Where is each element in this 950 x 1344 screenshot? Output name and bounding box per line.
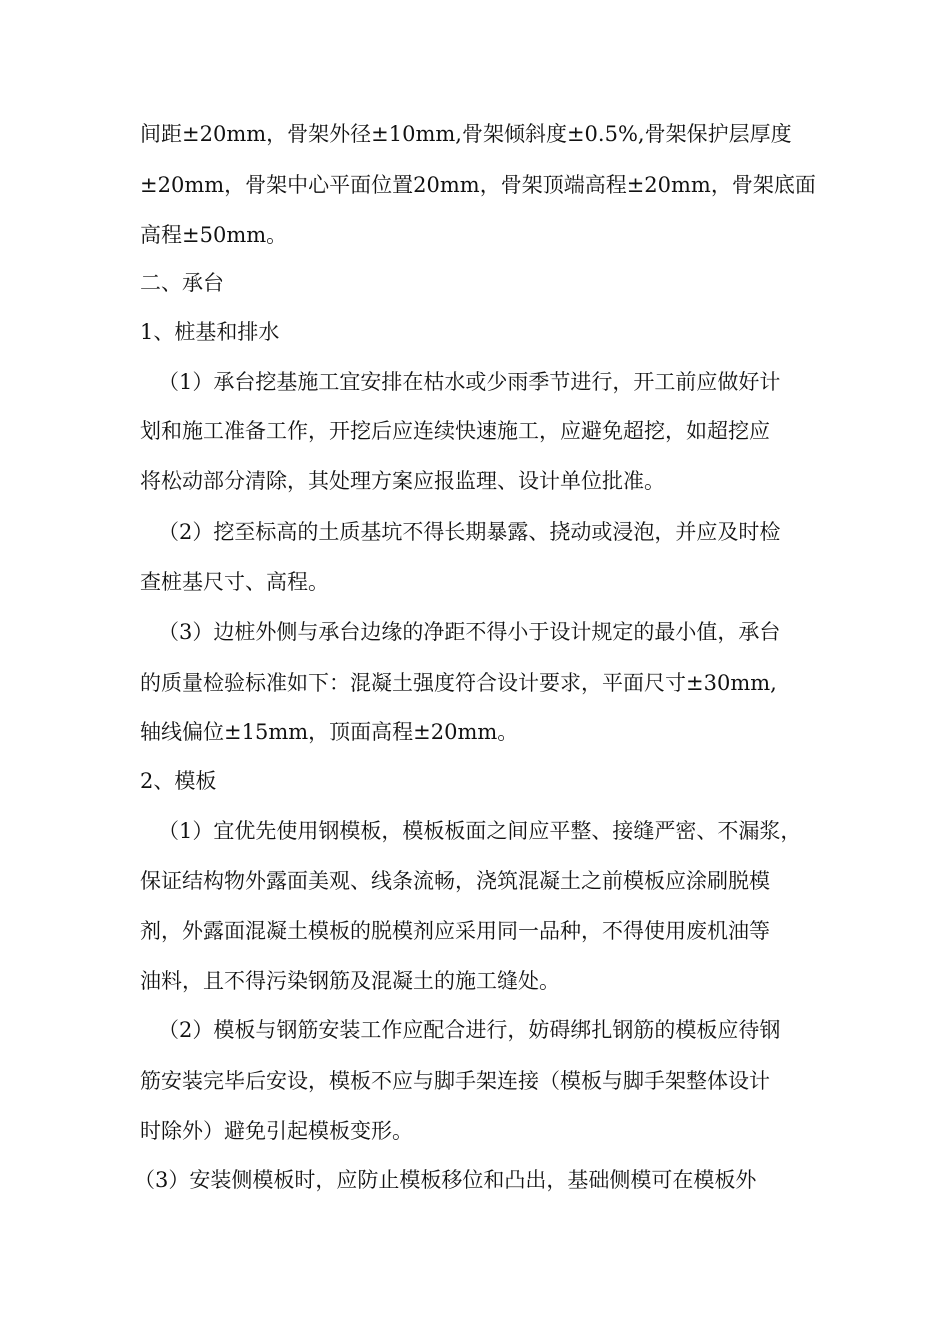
text-line: 时除外）避免引起模板变形。: [140, 1119, 413, 1143]
text-line: （3）安装侧模板时，应防止模板移位和凸出，基础侧模可在模板外: [134, 1168, 757, 1192]
text-line: （2）挖至标高的土质基坑不得长期暴露、挠动或浸泡，并应及时检: [158, 520, 781, 544]
text-line: （1）宜优先使用钢模板，模板板面之间应平整、接缝严密、不漏浆，: [158, 819, 802, 843]
text-line: 油料，且不得污染钢筋及混凝土的施工缝处。: [140, 969, 560, 993]
text-line: 筋安装完毕后安设，模板不应与脚手架连接（模板与脚手架整体设计: [140, 1069, 770, 1093]
text-line: 高程±50mm。: [140, 223, 288, 247]
text-line: 剂，外露面混凝土模板的脱模剂应采用同一品种，不得使用废机油等: [140, 919, 770, 943]
section-heading: 二、承台: [140, 271, 224, 295]
text-line: （3）边桩外侧与承台边缘的净距不得小于设计规定的最小值，承台: [158, 620, 781, 644]
text-line: （2）模板与钢筋安装工作应配合进行，妨碍绑扎钢筋的模板应待钢: [158, 1018, 781, 1042]
text-line: 的质量检验标准如下：混凝土强度符合设计要求，平面尺寸±30mm,: [140, 671, 777, 695]
text-line: 轴线偏位±15mm，顶面高程±20mm。: [140, 720, 519, 744]
text-line: 划和施工准备工作，开挖后应连续快速施工，应避免超挖，如超挖应: [140, 419, 770, 443]
text-line: 间距±20mm，骨架外径±10mm,骨架倾斜度±0.5%,骨架保护层厚度: [140, 122, 792, 146]
text-line: 查桩基尺寸、高程。: [140, 570, 329, 594]
text-line: ±20mm，骨架中心平面位置20mm，骨架顶端高程±20mm，骨架底面: [140, 173, 816, 197]
text-line: 将松动部分清除，其处理方案应报监理、设计单位批准。: [140, 469, 665, 493]
text-line: 保证结构物外露面美观、线条流畅，浇筑混凝土之前模板应涂刷脱模: [140, 869, 770, 893]
subsection-heading: 1、桩基和排水: [140, 320, 280, 344]
subsection-heading: 2、模板: [140, 769, 217, 793]
text-line: （1）承台挖基施工宜安排在枯水或少雨季节进行，开工前应做好计: [158, 370, 781, 394]
